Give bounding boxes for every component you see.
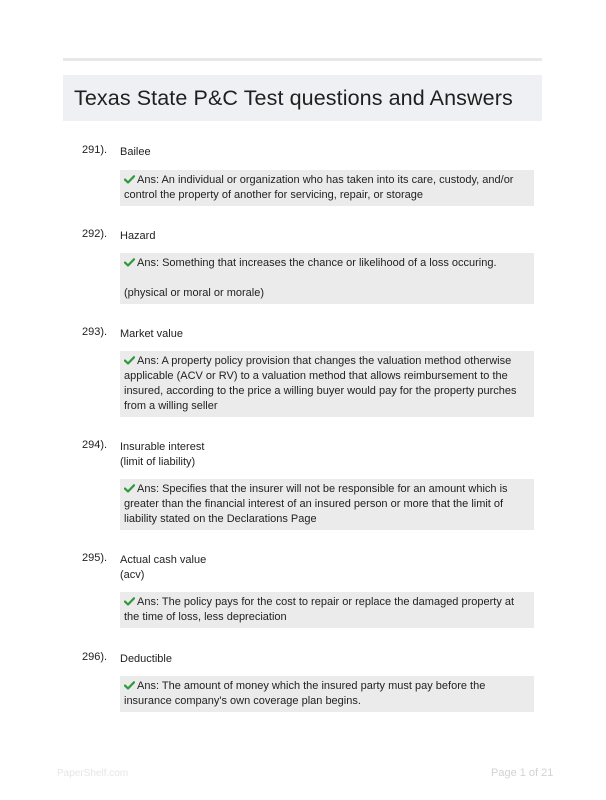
answer-paragraph [124,256,530,271]
question-number: 293). [82,326,108,338]
question-line: Hazard [120,230,156,242]
page-title: Texas State P&C Test questions and Answers [74,85,513,110]
answer-paragraph [124,482,530,527]
answer-box [120,592,534,628]
answer-box [120,351,534,417]
title-bar [63,75,542,121]
question-line: Actual cash value [120,554,207,566]
answer-box [120,253,534,304]
answer-prefix: Ans: [137,483,160,495]
answer-paragraph [124,679,530,709]
question-text [120,553,206,583]
question-number: 295). [82,552,108,564]
answer-box [120,170,534,206]
answer-text: The policy pays for the cost to repair or replace the damaged property at the time of loss, less depreciation [124,596,515,623]
question-number: 294). [82,439,108,451]
check-icon [124,356,135,365]
answer-box [120,479,534,530]
question-line: Market value [120,328,183,340]
question-number: 292). [82,228,108,240]
question-line: Bailee [120,146,151,158]
answer-text: Something that increases the chance or likelihood of a loss occuring. [162,257,497,269]
answer-prefix: Ans: [137,174,160,186]
question-number: 291). [82,144,108,156]
answer-prefix: Ans: [137,680,160,692]
question-line: Insurable interest [120,441,205,453]
check-icon [124,258,135,267]
question-number: 296). [82,651,108,663]
check-icon [124,175,135,184]
question-line: (acv) [120,569,145,581]
answer-prefix: Ans: [137,257,160,269]
question-text [120,145,151,160]
check-icon [124,681,135,690]
answer-paragraph [124,354,530,414]
check-icon [124,597,135,606]
top-divider [63,58,542,61]
question-line: Deductible [120,653,172,665]
answer-text: A property policy provision that changes the valuation method otherwise applicable (ACV or RV) to a valuation method that allows reimbursement to the insured, according to the price a willing buyer would pay for the property purches from a willing seller [124,355,517,412]
answer-paragraph: (physical or moral or morale) [124,287,264,299]
answer-text: The amount of money which the insured party must pay before the insurance company's own coverage plan begins. [124,680,486,707]
footer-watermark: PaperShelf.com [57,768,129,779]
answer-prefix: Ans: [137,355,160,367]
answer-box [120,676,534,712]
question-text [120,440,204,470]
page-indicator: Page 1 of 21 [491,767,554,779]
answer-text: Specifies that the insurer will not be responsible for an amount which is greater than the financial interest of an insured person or more that the limit of liability stated on the Declarations Page [124,483,508,525]
answer-prefix: Ans: [137,596,160,608]
answer-paragraph [124,595,530,625]
question-text [120,229,155,244]
question-text [120,652,172,667]
check-icon [124,484,135,493]
answer-text: An individual or organization who has taken into its care, custody, and/or control the property of another for servicing, repair, or storage [124,174,514,201]
question-line: (limit of liability) [120,456,196,468]
question-text [120,327,183,342]
answer-paragraph [124,173,530,203]
